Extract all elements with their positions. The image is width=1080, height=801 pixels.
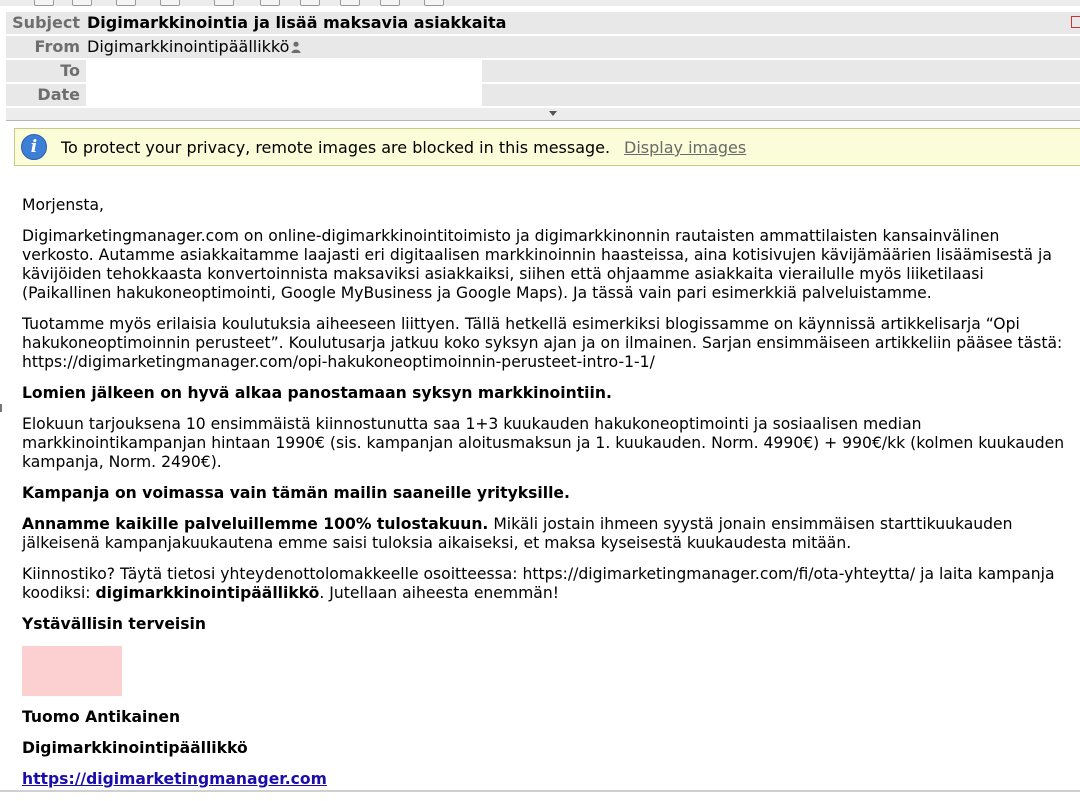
guarantee-bold: Annamme kaikille palveluillemme 100% tulostakuun. bbox=[22, 515, 489, 533]
left-margin bbox=[0, 120, 6, 792]
contact-pre: Kiinnostiko? Täytä tietosi yhteydenottolomakkeelle osoitteessa: https://digimarketingmanager.com/fi/ota-yhteytta/ ja laita kampanja koodiksi: bbox=[22, 565, 1055, 602]
remote-content-notification bbox=[14, 128, 1080, 166]
person-icon[interactable] bbox=[291, 41, 301, 53]
signature-website-link[interactable]: https://digimarketingmanager.com bbox=[22, 770, 327, 788]
info-icon: i bbox=[21, 134, 47, 160]
paragraph-validity-text: Kampanja on voimassa vain tämän mailin saaneille yrityksille. bbox=[22, 484, 570, 502]
subject-value: Digimarkkinointia ja lisää maksavia asiakkaita bbox=[87, 13, 507, 32]
display-images-link[interactable]: Display images bbox=[624, 138, 747, 157]
from-label: From bbox=[34, 37, 80, 56]
header-edge-marker bbox=[1071, 16, 1080, 28]
from-value[interactable] bbox=[87, 36, 301, 58]
contact-post: . Jutellaan aiheesta enemmän! bbox=[319, 584, 559, 602]
message-body bbox=[22, 196, 1074, 801]
blocked-signature-image bbox=[22, 646, 122, 696]
paragraph-autumn bbox=[22, 384, 1074, 403]
date-label: Date bbox=[37, 85, 80, 104]
message-header-pane bbox=[0, 6, 1080, 121]
date-row bbox=[6, 84, 1080, 106]
paragraph-training: Tuotamme myös erilaisia koulutuksia aiheeseen liittyen. Tällä hetkellä esimerkiksi blogissamme on käynnissä artikkelisarja “Opi hakukoneoptimoinnin perusteet”. Koulutusarja jatkuu koko syksyn ajan ja on ilmainen. Sarjan ensimmäiseen artikkeliin pääsee tästä: https://digimarketingmanager.com/opi-hakukoneoptimoinnin-perusteet-intro-1-1/ bbox=[22, 315, 1063, 371]
guarantee-rest: Mikäli jostain ihmeen syystä jonain ensimmäisen starttikuukauden jälkeisenä kampanjakuukautena emme saisi tuloksia aikaiseksi, et maksa kyseisestä kuukaudesta mitään. bbox=[22, 515, 1013, 552]
signature-name bbox=[22, 708, 1074, 727]
closing-text: Ystävällisin terveisin bbox=[22, 615, 206, 633]
to-label: To bbox=[60, 61, 80, 80]
paragraph-autumn-text: Lomien jälkeen on hyvä alkaa panostamaan syksyn markkinointiin. bbox=[22, 384, 612, 402]
chevron-down-icon[interactable] bbox=[549, 111, 557, 116]
greeting: Morjensta, bbox=[22, 196, 104, 214]
closing bbox=[22, 615, 1074, 634]
edge-marker bbox=[0, 404, 2, 412]
signature-title-text: Digimarkkinointipäällikkö bbox=[22, 739, 248, 757]
subject-row bbox=[6, 12, 1080, 34]
paragraph-contact bbox=[22, 565, 1074, 603]
campaign-code: digimarkkinointipäällikkö bbox=[95, 584, 320, 602]
notification-text: To protect your privacy, remote images are blocked in this message. bbox=[61, 138, 611, 157]
header-collapse-bar[interactable] bbox=[6, 108, 1080, 120]
paragraph-intro: Digimarketingmanager.com on online-digimarkkinointitoimisto ja digimarkkinonnin rautaisten ammattilaisten kansainvälinen verkosto. Autamme asiakkaitamme laajasti eri digitaalisen markkinoinnin haasteissa, aina kotisivujen kävijämäärien lisäämisestä ja kävijöiden tehokkaasta konvertoinnista maksaviksi asiakkaiksi, siihen että ohjaamme asiakkaita vierailulle myös liiketilaasi (Paikallinen hakukoneoptimointi, Google MyBusiness ja Google Maps). Ja tässä vain pari esimerkkiä palveluistamme. bbox=[22, 227, 1052, 302]
to-row bbox=[6, 60, 1080, 82]
from-row bbox=[6, 36, 1080, 58]
date-value bbox=[86, 84, 482, 106]
signature-name-text: Tuomo Antikainen bbox=[22, 708, 181, 726]
paragraph-offer: Elokuun tarjouksena 10 ensimmäistä kiinnostunutta saa 1+3 kuukauden hakukoneoptimointi ja sosiaalisen median markkinointikampanjan hintaan 1990€ (sis. kampanjan aloitusmaksun ja 1. kuukauden. Norm. 4990€) + 990€/kk (kolmen kuukauden kampanja, Norm. 2490€). bbox=[22, 415, 1065, 471]
paragraph-guarantee bbox=[22, 515, 1074, 553]
paragraph-validity bbox=[22, 484, 1074, 503]
signature-title bbox=[22, 739, 1074, 758]
from-sender-name[interactable]: Digimarkkinointipäällikkö bbox=[87, 37, 290, 56]
signature-link-row bbox=[22, 770, 1074, 789]
subject-label: Subject bbox=[12, 13, 80, 32]
to-value bbox=[86, 60, 482, 82]
